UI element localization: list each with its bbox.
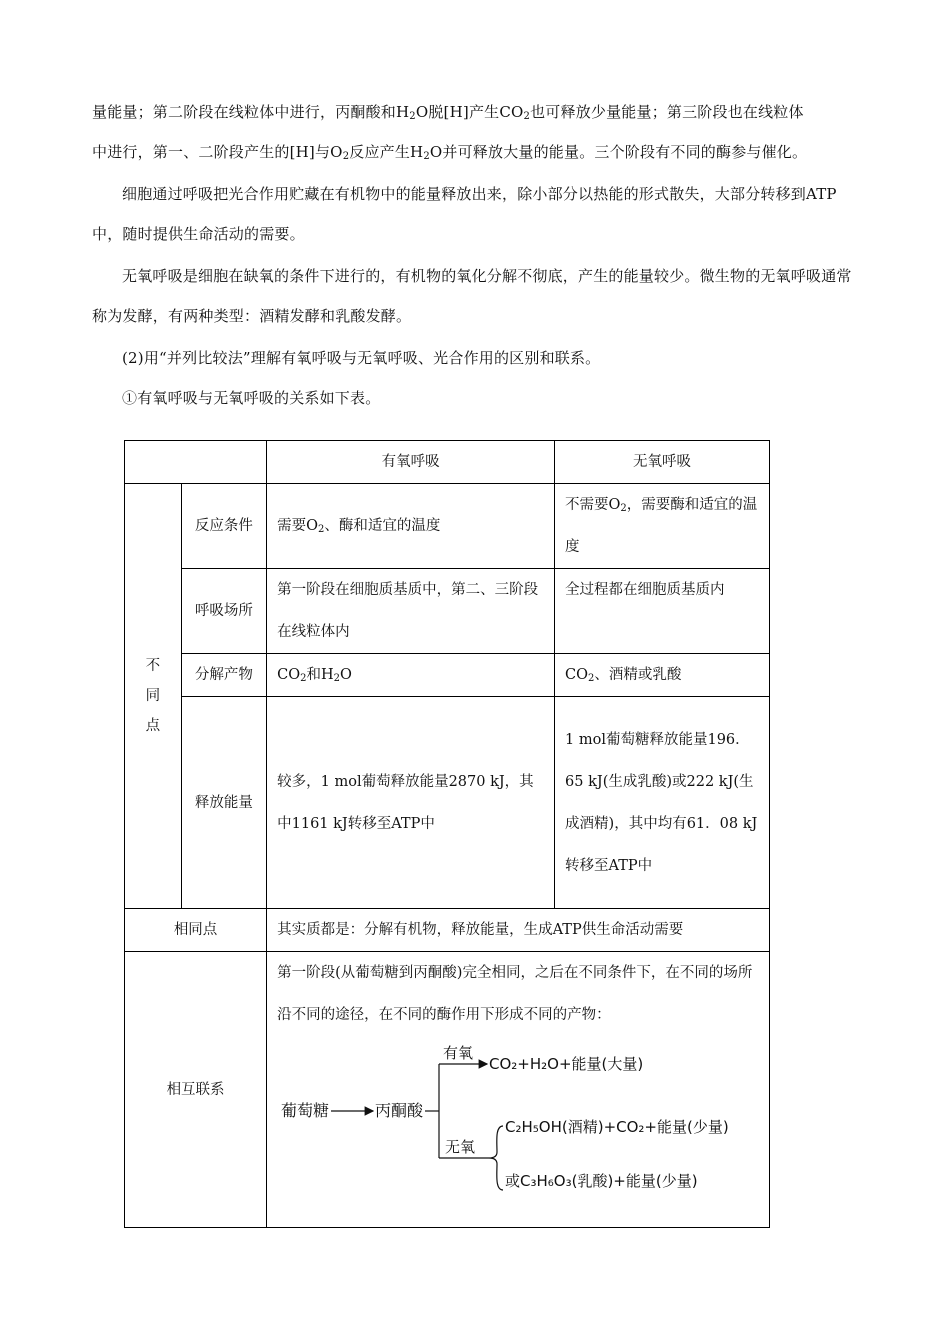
text-run: 需要O (277, 518, 319, 534)
text-run: 和H (306, 667, 334, 683)
table-row-energy (125, 697, 770, 909)
table-row-condition (125, 484, 770, 569)
subscript: 2 (409, 111, 416, 122)
table-header-row (125, 441, 770, 484)
text-run: ，需要酶和适宜的温度 (565, 497, 758, 555)
link-text: 第一阶段(从葡萄糖到丙酮酸)完全相同，之后在不同条件下，在不同的场所沿不同的途径，在不同的酶作用下形成不同的产物： (277, 965, 753, 1023)
row-label: 分解产物 (181, 654, 266, 697)
subscript: 2 (342, 151, 350, 162)
text-run: 、酶和适宜的温度 (324, 518, 441, 534)
subscript: 2 (620, 503, 627, 514)
product-anaerobic-alcohol: C₂H₅OH(酒精)+CO₂+能量(少量) (505, 1118, 729, 1136)
text-run: 、酒精或乳酸 (594, 667, 682, 683)
header-aerobic: 有氧呼吸 (267, 441, 555, 484)
cell-anaerobic: 全过程都在细胞质基质内 (555, 569, 770, 654)
respiration-comparison-table (124, 440, 770, 1228)
cell-same-text: 其实质都是：分解有机物，释放能量，生成ATP供生命活动需要 (267, 909, 770, 952)
group-char: 点 (145, 718, 161, 734)
product-anaerobic-lactate: 或C₃H₆O₃(乳酸)+能量(少量) (505, 1172, 698, 1190)
subscript: 2 (333, 673, 341, 684)
text-run: CO (565, 667, 589, 683)
subscript: 2 (523, 111, 531, 122)
group-char: 同 (145, 688, 161, 704)
product-aerobic: CO₂+H₂O+能量(大量) (489, 1055, 644, 1073)
text-run: O并可释放大量的能量。三个阶段有不同的酶参与催化。 (429, 143, 808, 161)
cell-aerobic (267, 654, 555, 697)
subscript: 2 (423, 151, 430, 162)
text-run: 中进行，第一、二阶段产生的[H]与O (92, 143, 343, 161)
text-run: 也可释放少量能量；第三阶段也在线粒体 (530, 103, 804, 121)
row-label: 相同点 (125, 909, 267, 952)
cell-aerobic: 第一阶段在细胞质基质中，第二、三阶段在线粒体内 (267, 569, 555, 654)
paragraph-table-intro: ①有氧呼吸与无氧呼吸的关系如下表。 (122, 389, 381, 407)
row-label: 呼吸场所 (181, 569, 266, 654)
text-run: CO (277, 667, 301, 683)
header-empty-cell (125, 441, 267, 484)
table-row-products (125, 654, 770, 697)
text-run: O脱[H]产生CO (415, 103, 524, 121)
paragraph-anaerobic: 无氧呼吸是细胞在缺氧的条件下进行的，有机物的氧化分解不彻底，产生的能量较少。微生物的无氧呼吸通常称为发酵，有两种类型：酒精发酵和乳酸发酵。 (92, 267, 852, 325)
paragraph-stages (92, 92, 862, 172)
text-run: 不需要O (565, 497, 621, 513)
label-anaerobic-branch: 无氧 (445, 1138, 476, 1156)
cell-link (267, 952, 770, 1228)
node-glucose: 葡萄糖 (281, 1101, 330, 1120)
table-row-link (125, 952, 770, 1228)
row-label: 相互联系 (125, 952, 267, 1228)
header-anaerobic: 无氧呼吸 (555, 441, 770, 484)
table-row-site (125, 569, 770, 654)
table-row-same (125, 909, 770, 952)
node-pyruvate: 丙酮酸 (375, 1101, 424, 1120)
cell-aerobic: 较多，1 mol葡萄释放能量2870 kJ，其中1161 kJ转移至ATP中 (267, 697, 555, 909)
subscript: 2 (300, 673, 307, 684)
subscript: 2 (588, 673, 595, 684)
brace-icon (489, 1126, 503, 1190)
paragraph-energy-release: 细胞通过呼吸把光合作用贮藏在有机物中的能量释放出来，除小部分以热能的形式散失，大部分转移到ATP中，随时提供生命活动的需要。 (92, 185, 837, 243)
row-label: 释放能量 (181, 697, 266, 909)
row-label: 反应条件 (181, 484, 266, 569)
text-run: O (340, 667, 352, 683)
text-run: 量能量；第二阶段在线粒体中进行，丙酮酸和H (92, 103, 410, 121)
label-aerobic-branch: 有氧 (443, 1044, 474, 1062)
cell-anaerobic (555, 654, 770, 697)
cell-aerobic (267, 484, 555, 569)
respiration-pathway-diagram (277, 1040, 747, 1200)
text-run: 反应产生H (349, 143, 424, 161)
cell-anaerobic: 1 mol葡萄糖释放能量196．65 kJ(生成乳酸)或222 kJ(生成酒精)，其中均有61．08 kJ转移至ATP中 (555, 697, 770, 909)
group-label-difference (125, 484, 182, 909)
cell-anaerobic (555, 484, 770, 569)
paragraph-comparison-method: (2)用“并列比较法”理解有氧呼吸与无氧呼吸、光合作用的区别和联系。 (122, 349, 601, 367)
group-char: 不 (145, 658, 161, 674)
subscript: 2 (318, 524, 325, 535)
